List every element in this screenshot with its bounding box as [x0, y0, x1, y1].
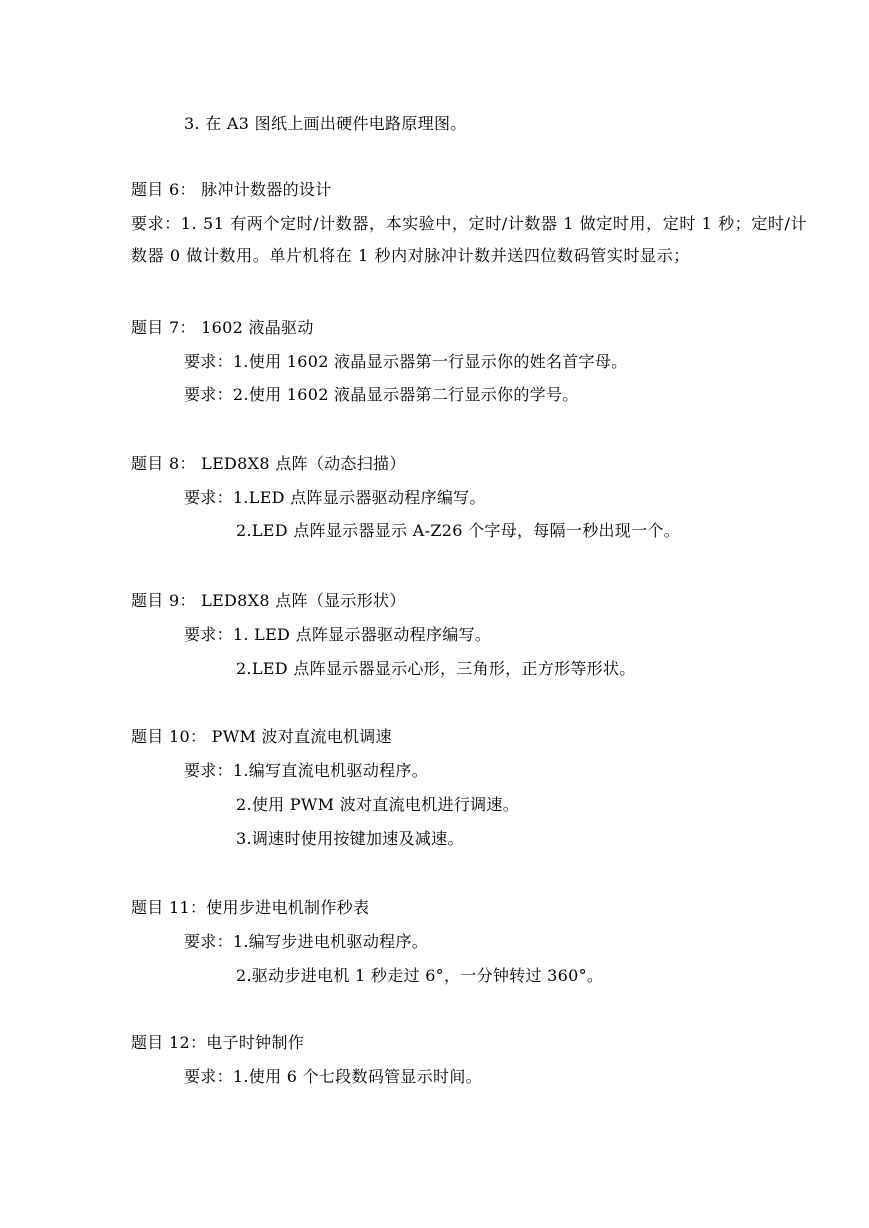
topic-10-requirement-3: 3.调速时使用按键加速及减速。: [236, 829, 464, 848]
topic-11-requirement-2: 2.驱动步进电机 1 秒走过 6°，一分钟转过 360°。: [236, 966, 604, 985]
topic-9-requirement-2: 2.LED 点阵显示器显示心形，三角形，正方形等形状。: [236, 659, 636, 678]
topic-9-title: 题目 9： LED8X8 点阵（显示形状）: [131, 591, 406, 610]
topic-10-requirement-1: 要求：1.编写直流电机驱动程序。: [184, 761, 429, 780]
topic-7-title: 题目 7： 1602 液晶驱动: [131, 318, 314, 337]
topic-11-requirement-1: 要求：1.编写步进电机驱动程序。: [184, 932, 429, 951]
topic-10-requirement-2: 2.使用 PWM 波对直流电机进行调速。: [236, 795, 520, 814]
topic-8-requirement-1: 要求：1.LED 点阵显示器驱动程序编写。: [184, 488, 486, 507]
topic-7-requirement-2: 要求：2.使用 1602 液晶显示器第二行显示你的学号。: [184, 385, 579, 404]
topic-9-requirement-1: 要求：1. LED 点阵显示器驱动程序编写。: [184, 625, 492, 644]
topic-11-title: 题目 11：使用步进电机制作秒表: [131, 898, 370, 917]
topic-10-title: 题目 10： PWM 波对直流电机调速: [131, 727, 392, 746]
topic-6-requirement: 要求：1. 51 有两个定时/计数器，本实验中，定时/计数器 1 做定时用，定时 1 秒；定时/计数器 0 做计数用。单片机将在 1 秒内对脉冲计数并送四位数码管实时显示；: [131, 214, 808, 265]
topic-6-title: 题目 6： 脉冲计数器的设计: [131, 180, 332, 199]
topic-8-title: 题目 8： LED8X8 点阵（动态扫描）: [131, 454, 406, 473]
topic-12-title: 题目 12：电子时钟制作: [131, 1033, 305, 1052]
topic-8-requirement-2: 2.LED 点阵显示器显示 A-Z26 个字母，每隔一秒出现一个。: [236, 521, 680, 540]
list-item-3: 3. 在 A3 图纸上画出硬件电路原理图。: [184, 114, 467, 133]
topic-12-requirement-1: 要求：1.使用 6 个七段数码管显示时间。: [184, 1067, 482, 1086]
topic-7-requirement-1: 要求：1.使用 1602 液晶显示器第一行显示你的姓名首字母。: [184, 352, 628, 371]
